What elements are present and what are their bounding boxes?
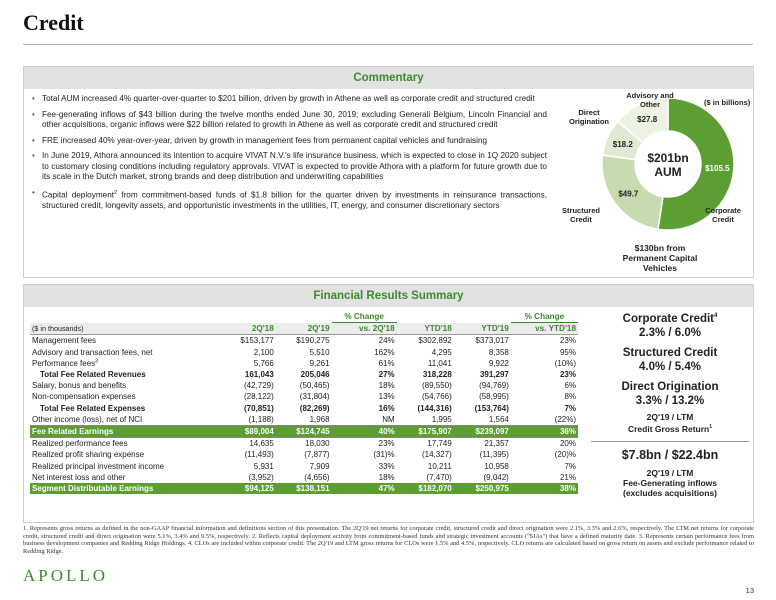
table-cell: 1,968 <box>309 414 330 424</box>
table-cell: 18,030 <box>276 438 332 450</box>
table-cell: 14,635 <box>220 438 276 450</box>
table-cell: 2,100 <box>253 347 274 357</box>
table-cell: 5,766 <box>253 358 274 368</box>
table-cell: 161,043 <box>244 370 274 380</box>
footnotes: 1. Represents gross returns as defined in the non-GAAP financial information and definitions section of this presentation. The 2Q'19 net returns for corporate credit, structured credit and direct origination were 2.1%, 3.3% and 2.6%, respectively. The LTM net returns for corporate credit, structured credit and direct origination were 5.1%, 3.4% and 9.5%, respectively. 2. Reflects capital deployment activity from commitment-based funds and strategic investment accounts ("SIAs") that have a defined maturity date. 3. Represents certain performance fees from business development companies and Redding Ridge Holdings. 4. CLOs are included within corporate credit. The 2Q'19 and LTM gross returns for CLOs were 1.5% and 4.5%, respectively. CLO returns are calculated based on gross return on assets and exclude performance related to Redding Ridge. <box>23 525 754 555</box>
column-header: YTD'18 <box>397 323 454 335</box>
credit-gross-return-label: Credit Gross Return$^1$ <box>627 423 713 434</box>
table-cell: 38% <box>511 483 578 494</box>
aum-donut-chart <box>557 91 753 277</box>
legend-label-corporate: Corporate Credit <box>705 206 741 224</box>
table-cell: 27% <box>378 370 395 380</box>
column-header: 2Q'18 <box>220 323 276 335</box>
inflows-note: (excludes acquisitions) <box>623 487 717 498</box>
direct-origination-return: 3.3% / 13.2% <box>635 394 705 407</box>
row-label: Performance fees$^3$ <box>32 358 98 368</box>
page-number: 13 <box>745 586 754 595</box>
units-label: ($ in billions) <box>704 98 751 107</box>
table-cell: (42,729) <box>244 381 274 391</box>
row-label: Total Fee Related Expenses <box>40 403 146 413</box>
table-cell: NM <box>382 414 395 424</box>
table-cell: (70,851) <box>244 403 274 413</box>
table-row <box>30 426 578 438</box>
table-row <box>30 358 578 369</box>
table-row <box>30 461 578 472</box>
table-cell: 36% <box>511 426 578 438</box>
column-header: vs. YTD'18 <box>511 323 578 335</box>
table-cell: 7,909 <box>309 461 330 471</box>
table-cell: 18% <box>378 472 395 482</box>
table-cell: (31,804) <box>299 392 330 402</box>
returns-sidebar <box>587 309 753 498</box>
table-cell: (153,764) <box>474 403 509 413</box>
table-cell: $138,151 <box>276 483 332 494</box>
row-label: Realized profit sharing expense <box>32 450 145 460</box>
table-cell: (11,493) <box>244 450 274 460</box>
table-cell: (3,952) <box>248 472 274 482</box>
financial-summary-panel <box>23 284 754 523</box>
table-cell: $302,892 <box>418 336 452 346</box>
table-cell: $124,745 <box>276 426 332 438</box>
table-cell: (10%) <box>554 358 576 368</box>
table-row <box>30 438 578 450</box>
table-cell: 318,228 <box>422 370 452 380</box>
table-cell: 4,295 <box>431 347 452 357</box>
table-cell: (7,877) <box>304 450 330 460</box>
row-label: Management fees <box>32 336 97 346</box>
table-cell: 5,510 <box>309 347 330 357</box>
slice-value-label: $27.8 <box>637 115 658 125</box>
table-header-top <box>30 311 578 323</box>
table-row <box>30 335 578 347</box>
table-cell: 33% <box>378 461 395 471</box>
row-label: Total Fee Related Revenues <box>40 370 146 380</box>
table-cell: 1,564 <box>488 414 509 424</box>
legend-label-advisory: Advisory and Other <box>626 91 674 109</box>
table-row <box>30 369 578 380</box>
inflows-period-label: 2Q'19 / LTM <box>646 467 694 478</box>
slice-value-label: $49.7 <box>618 189 639 199</box>
bullet-item: • Fee-generating inflows of $43 billion during the twelve months ended June 30, 2019; excluding Generali Belgium, Lincoln Financial and other acquisitions, organic inflows were $22 billion related to growth in Athene as well as corporate credit and structured credit <box>32 110 547 131</box>
structured-credit-title: Structured Credit <box>622 346 718 359</box>
row-label: Salary, bonus and benefits <box>32 381 127 391</box>
table-cell: (28,122) <box>244 392 274 402</box>
table-cell: 162% <box>374 347 395 357</box>
table-cell: $190,275 <box>296 336 330 346</box>
donut-center-label: $201bn <box>647 151 689 165</box>
table-cell: (22%) <box>554 414 576 424</box>
row-label: Advisory and transaction fees, net <box>32 347 153 357</box>
table-row <box>30 347 578 358</box>
table-cell: 23% <box>559 336 576 346</box>
commentary-heading: Commentary <box>24 67 753 89</box>
table-cell: (50,465) <box>299 381 330 391</box>
table-cell: 20% <box>511 438 578 450</box>
bullet-item: • FRE increased 40% year-over-year, driven by growth in management fees from permanent capital vehicles and fundraising <box>32 136 547 147</box>
donut-caption: $130bn from Permanent Capital Vehicles <box>622 243 698 273</box>
commentary-panel <box>23 66 754 278</box>
table-cell: 10,211 <box>427 461 452 471</box>
bullet-item: • Capital deployment$^2$ from commitment-based funds of $1.8 billion for the quarter driven by investments in reinsurance transactions, structured credit, longevity assets, and opportunistic investments in the utilities, IT, energy, and consumer discretionary sectors <box>32 188 547 212</box>
table-header <box>30 323 578 335</box>
row-label: Non-compensation expenses <box>32 392 136 402</box>
pct-change-header: % Change <box>511 311 578 323</box>
table-cell: (1,188) <box>248 414 274 424</box>
table-cell: 6% <box>564 381 576 391</box>
financial-table-area <box>30 311 578 494</box>
legend-label-structured: Structured Credit <box>562 206 600 224</box>
table-cell: 9,922 <box>488 358 509 368</box>
table-cell: 47% <box>332 483 397 494</box>
direct-origination-title: Direct Origination <box>621 380 719 393</box>
table-cell: $89,004 <box>220 426 276 438</box>
table-cell: $175,907 <box>397 426 454 438</box>
table-cell: $250,975 <box>454 483 511 494</box>
financial-heading: Financial Results Summary <box>24 285 753 307</box>
column-header: ($ in thousands) <box>30 323 220 335</box>
table-cell: 391,297 <box>479 370 509 380</box>
table-cell: 205,046 <box>300 370 330 380</box>
column-header: 2Q'19 <box>276 323 332 335</box>
table-cell: (89,550) <box>421 381 452 391</box>
column-header: vs. 2Q'18 <box>332 323 397 335</box>
table-cell: $373,017 <box>475 336 509 346</box>
table-row <box>30 414 578 426</box>
table-cell: (20)% <box>554 450 576 460</box>
title-divider <box>23 44 753 45</box>
table-row <box>30 380 578 391</box>
table-cell: 9,261 <box>309 358 330 368</box>
column-header: YTD'19 <box>454 323 511 335</box>
table-cell: 21% <box>559 472 576 482</box>
corporate-credit-return: 2.3% / 6.0% <box>638 326 701 339</box>
apollo-logo: APOLLO <box>23 566 109 585</box>
row-label: Fee Related Earnings <box>30 426 220 438</box>
row-label: Realized principal investment income <box>32 461 165 471</box>
page-title: Credit <box>23 10 84 35</box>
table-cell: 23% <box>559 370 576 380</box>
table-row <box>30 449 578 460</box>
table-cell: (9,042) <box>483 472 509 482</box>
row-label: Net interest loss and other <box>32 472 126 482</box>
table-cell: (31)% <box>373 450 395 460</box>
structured-credit-return: 4.0% / 5.4% <box>638 360 701 373</box>
table-cell: 11,041 <box>427 358 452 368</box>
table-cell: (82,269) <box>299 403 330 413</box>
commentary-bullets <box>32 94 547 216</box>
table-row <box>30 403 578 414</box>
table-cell: 23% <box>332 438 397 450</box>
table-cell: 21,357 <box>454 438 511 450</box>
table-cell: 17,749 <box>397 438 454 450</box>
pct-change-header: % Change <box>332 311 397 323</box>
table-cell: 24% <box>378 336 395 346</box>
table-cell: 95% <box>559 347 576 357</box>
table-cell: 40% <box>332 426 397 438</box>
table-cell: (7,470) <box>426 472 452 482</box>
corporate-credit-title: Corporate Credit$^4$ <box>622 312 718 325</box>
table-row <box>30 472 578 483</box>
ltm-label: 2Q'19 / LTM <box>646 411 694 422</box>
donut-center-label: AUM <box>654 165 682 179</box>
slice-value-label: $18.2 <box>612 139 633 149</box>
table-cell: (58,995) <box>479 392 509 402</box>
table-cell: 16% <box>378 403 395 413</box>
bullet-item: • In June 2019, Athora announced its intention to acquire VIVAT N.V.'s life insurance business, which is expected to close in 1Q 2020 subject to customary closing conditions including regulatory approvals. VIVAT is expected to provide Athora with a platform for future growth due to its scale in the Dutch market, strong brands and deep distribution and underwriting capabilities <box>32 151 547 183</box>
table-cell: 1,995 <box>431 414 452 424</box>
row-label: Realized performance fees <box>30 438 220 450</box>
table-row <box>30 483 578 494</box>
table-cell: (54,766) <box>421 392 452 402</box>
sidebar-divider <box>591 441 749 442</box>
table-cell: (144,316) <box>417 403 452 413</box>
table-cell: $182,070 <box>397 483 454 494</box>
table-cell: 8,358 <box>488 347 509 357</box>
table-cell: 13% <box>378 392 395 402</box>
table-row <box>30 391 578 402</box>
table-cell: (4,656) <box>304 472 330 482</box>
table-cell: 8% <box>564 392 576 402</box>
table-cell: $94,125 <box>220 483 276 494</box>
bullet-item: • Total AUM increased 4% quarter-over-quarter to $201 billion, driven by growth in Athene as well as corporate credit and structured credit <box>32 94 547 105</box>
inflows-label: Fee-Generating inflows <box>623 477 717 488</box>
table-cell: 5,931 <box>253 461 274 471</box>
table-cell: $239,097 <box>454 426 511 438</box>
table-cell: (11,395) <box>479 450 509 460</box>
inflows-value: $7.8bn / $22.4bn <box>621 447 719 462</box>
table-cell: (14,327) <box>421 450 452 460</box>
financial-table <box>30 311 578 494</box>
table-cell: $153,177 <box>240 336 274 346</box>
legend-label-direct: Direct Origination <box>569 108 609 126</box>
row-label: Other income (loss), net of NCI <box>32 414 143 424</box>
slice-value-label: $105.5 <box>705 163 730 173</box>
table-cell: 7% <box>564 403 576 413</box>
table-cell: (94,769) <box>479 381 509 391</box>
table-cell: 18% <box>378 381 395 391</box>
row-label: Segment Distributable Earnings <box>30 483 220 494</box>
table-cell: 7% <box>564 461 576 471</box>
table-cell: 10,958 <box>484 461 509 471</box>
table-cell: 61% <box>378 358 395 368</box>
